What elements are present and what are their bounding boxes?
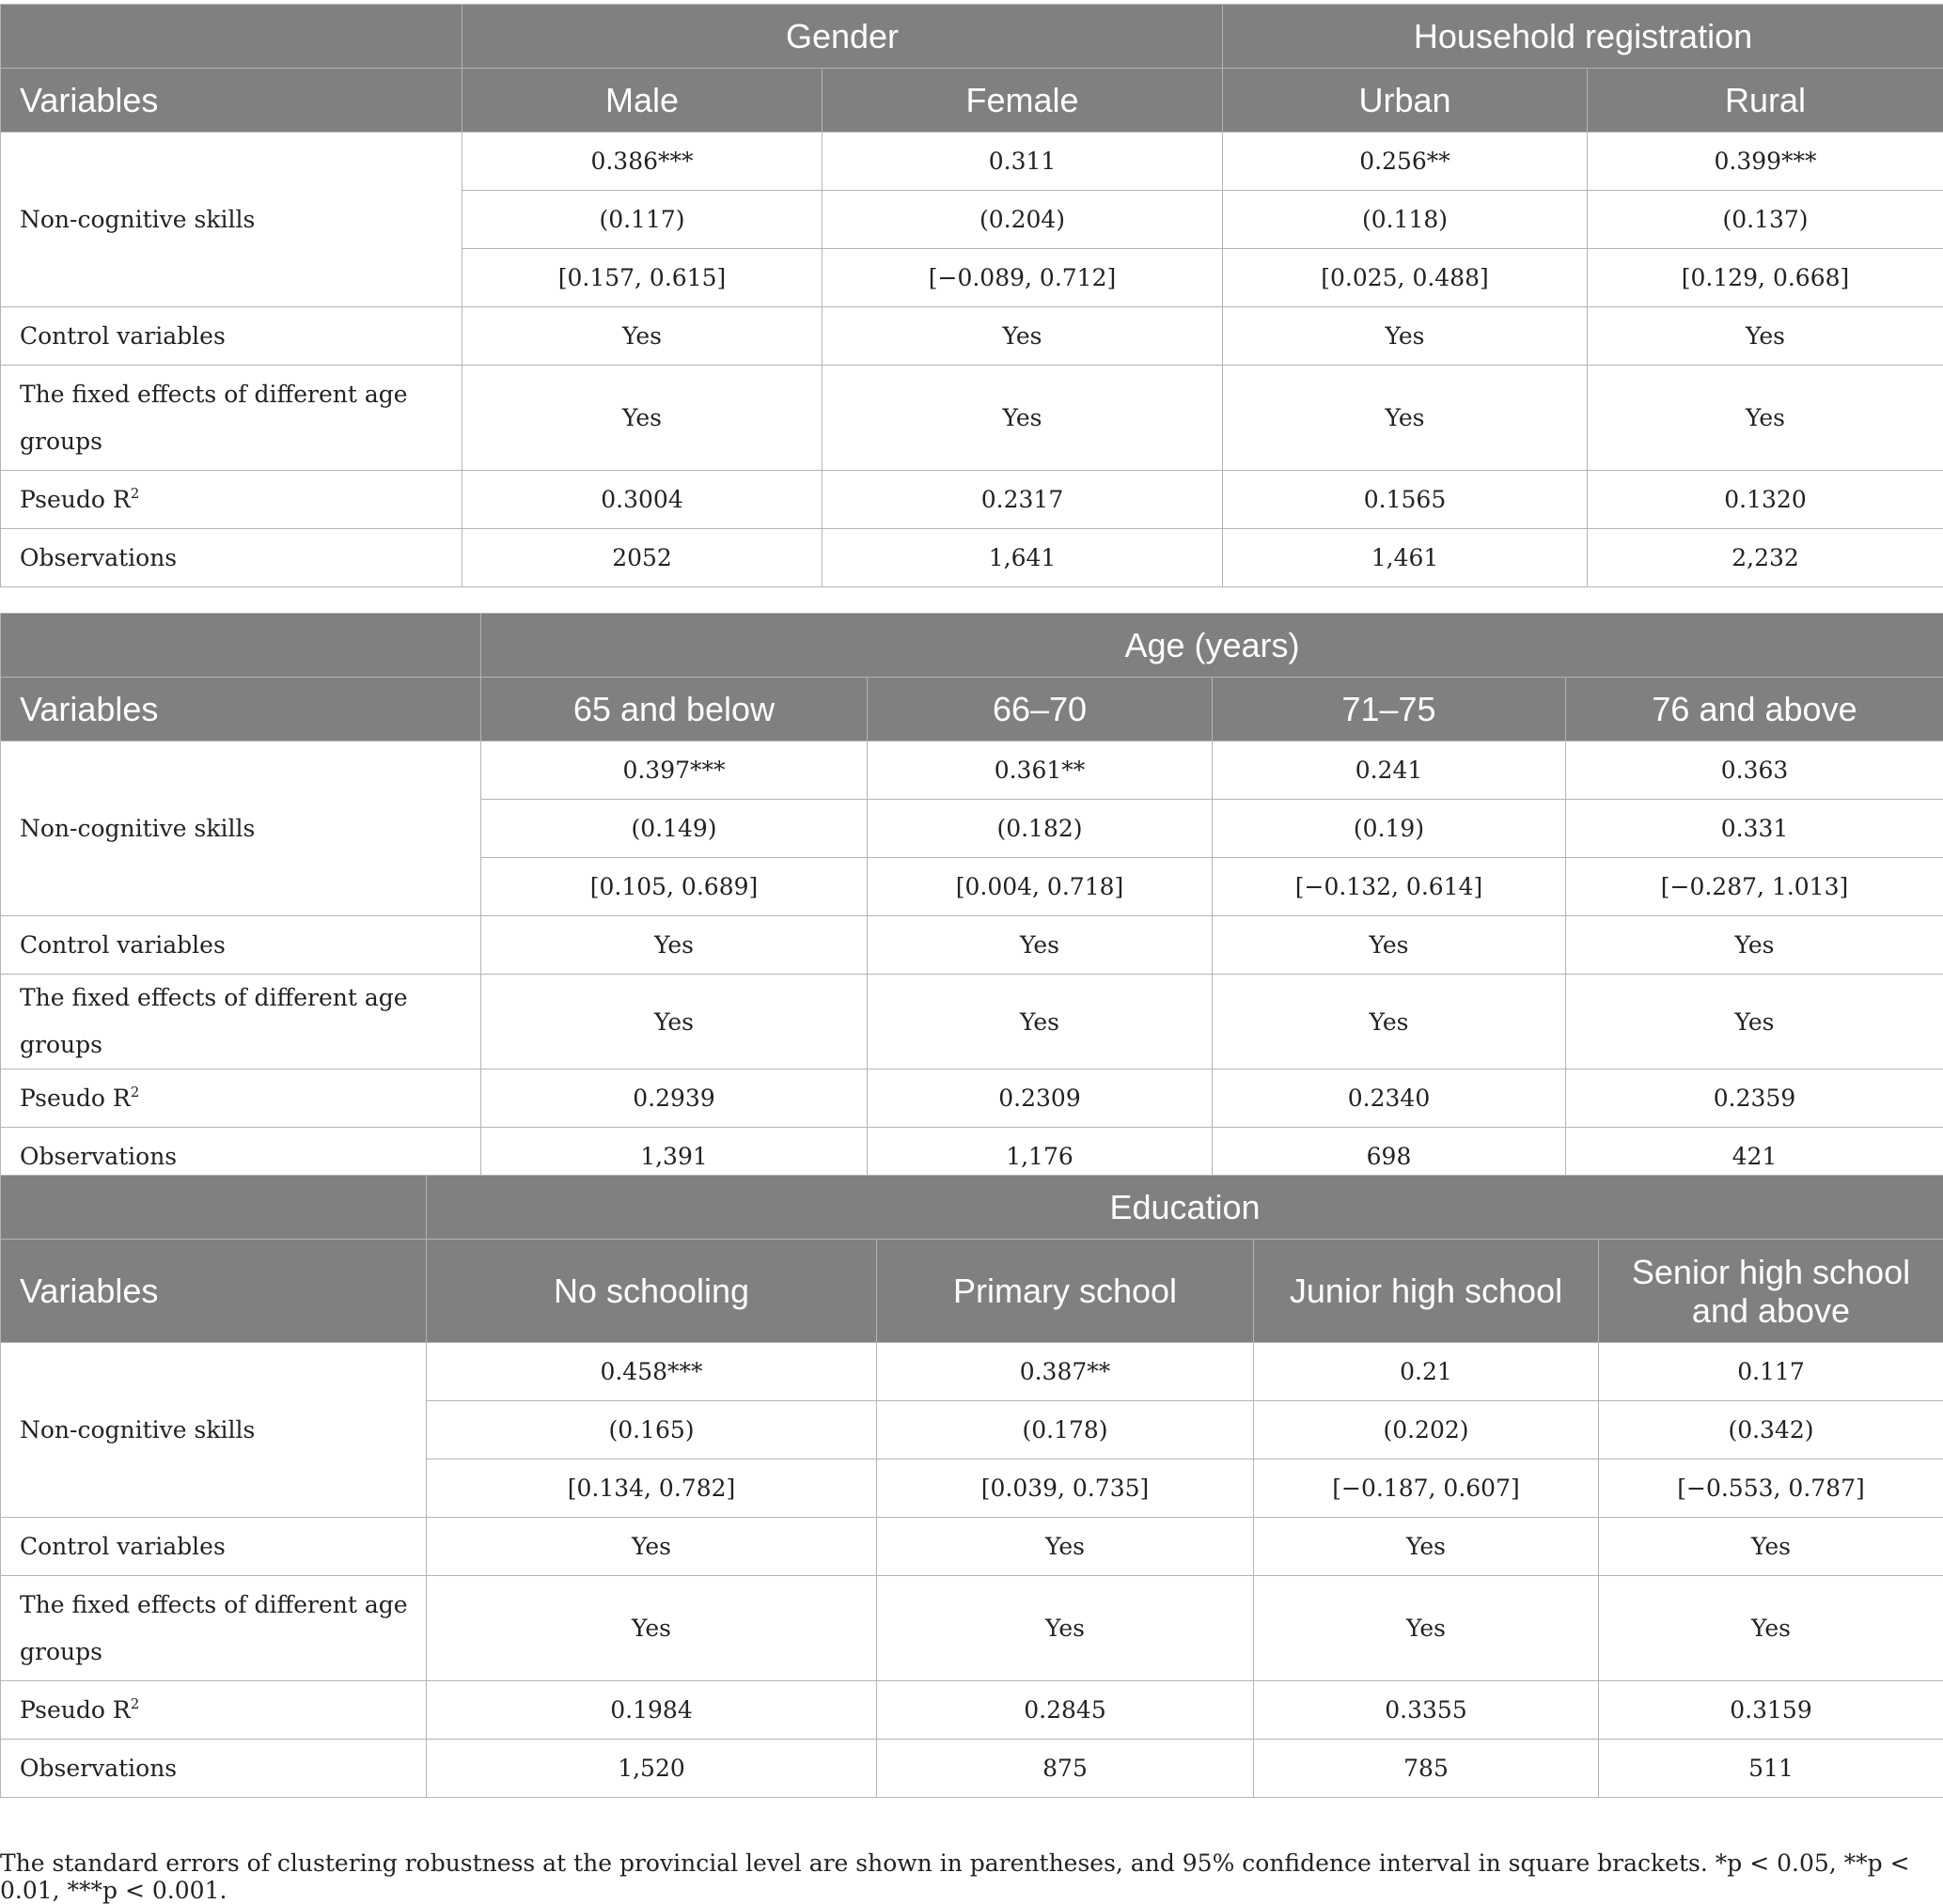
column-header-row xyxy=(1,1240,1943,1343)
se-cell: (0.165) xyxy=(427,1401,877,1459)
row-label-pseudo-r2 xyxy=(1,1681,427,1740)
pseudo-r2-superscript: 2 xyxy=(131,1084,140,1100)
variables-header: Variables xyxy=(1,69,462,133)
control-row xyxy=(1,1518,1943,1576)
corner-cell xyxy=(1,5,462,69)
row-label-observations: Observations xyxy=(1,1128,481,1186)
ci-cell: [−0.553, 0.787] xyxy=(1599,1459,1943,1518)
row-label-pseudo-r2 xyxy=(1,471,462,529)
control-cell: Yes xyxy=(1213,916,1566,975)
row-label-fixed-effects: The fixed effects of different age groups xyxy=(1,1576,427,1681)
obs-cell: 698 xyxy=(1213,1128,1566,1186)
corner-cell xyxy=(1,614,481,678)
se-cell: (0.117) xyxy=(462,191,823,249)
se-cell: (0.342) xyxy=(1599,1401,1943,1459)
pseudo-r2-text: Pseudo R xyxy=(20,1085,131,1112)
group-header-household: Household registration xyxy=(1223,5,1943,69)
se-cell: 0.331 xyxy=(1566,800,1943,858)
obs-cell: 421 xyxy=(1566,1128,1943,1186)
row-label-pseudo-r2 xyxy=(1,1069,481,1128)
group-header-age: Age (years) xyxy=(481,614,1943,678)
control-cell: Yes xyxy=(462,307,823,366)
coef-row xyxy=(1,741,1943,800)
coef-cell: 0.21 xyxy=(1254,1343,1599,1401)
fixed-cell: Yes xyxy=(427,1576,877,1681)
control-cell: Yes xyxy=(1588,307,1943,366)
group-header-row xyxy=(1,614,1943,678)
ci-cell: [0.004, 0.718] xyxy=(868,858,1213,916)
group-header-row xyxy=(1,1176,1943,1240)
fixed-cell: Yes xyxy=(877,1576,1254,1681)
control-row xyxy=(1,916,1943,975)
se-cell: (0.182) xyxy=(868,800,1213,858)
ci-cell: [−0.287, 1.013] xyxy=(1566,858,1943,916)
se-cell: (0.202) xyxy=(1254,1401,1599,1459)
fixed-cell: Yes xyxy=(481,975,868,1069)
row-label-fixed-effects: The fixed effects of different age groups xyxy=(1,366,462,471)
ci-cell: [0.025, 0.488] xyxy=(1223,249,1588,307)
column-header: Senior high school and above xyxy=(1599,1240,1943,1343)
obs-cell: 1,520 xyxy=(427,1740,877,1798)
row-label-noncognitive: Non-cognitive skills xyxy=(1,1343,427,1518)
table-gender-household xyxy=(0,4,1943,587)
row-label-control: Control variables xyxy=(1,916,481,975)
pseudo-r2-row xyxy=(1,1681,1943,1740)
column-header: Urban xyxy=(1223,69,1588,133)
pseudo-r2-row xyxy=(1,1069,1943,1128)
fixed-cell: Yes xyxy=(1566,975,1943,1069)
coef-cell: 0.458*** xyxy=(427,1343,877,1401)
obs-cell: 1,176 xyxy=(868,1128,1213,1186)
pseudo-r2-row xyxy=(1,471,1943,529)
pseudo-r2-superscript: 2 xyxy=(131,485,140,502)
control-cell: Yes xyxy=(481,916,868,975)
se-cell: (0.149) xyxy=(481,800,868,858)
control-cell: Yes xyxy=(1223,307,1588,366)
table-education xyxy=(0,1175,1943,1798)
column-header: Male xyxy=(462,69,823,133)
se-cell: (0.19) xyxy=(1213,800,1566,858)
row-label-observations: Observations xyxy=(1,1740,427,1798)
fixed-effects-row xyxy=(1,1576,1943,1681)
corner-cell xyxy=(1,1176,427,1240)
fixed-cell: Yes xyxy=(868,975,1213,1069)
coef-cell: 0.399*** xyxy=(1588,133,1943,191)
column-header: 66–70 xyxy=(868,678,1213,741)
observations-row xyxy=(1,529,1943,587)
ci-cell: [0.039, 0.735] xyxy=(877,1459,1254,1518)
obs-cell: 2,232 xyxy=(1588,529,1943,587)
column-header: No schooling xyxy=(427,1240,877,1343)
coef-row xyxy=(1,133,1943,191)
fixed-cell: Yes xyxy=(462,366,823,471)
group-header-row xyxy=(1,5,1943,69)
row-label-fixed-effects: The fixed effects of different age groups xyxy=(1,975,481,1069)
column-header: 65 and below xyxy=(481,678,868,741)
fixed-effects-row xyxy=(1,366,1943,471)
se-cell: (0.204) xyxy=(823,191,1223,249)
coef-cell: 0.387** xyxy=(877,1343,1254,1401)
row-label-noncognitive: Non-cognitive skills xyxy=(1,133,462,307)
obs-cell: 1,641 xyxy=(823,529,1223,587)
control-cell: Yes xyxy=(427,1518,877,1576)
obs-cell: 1,461 xyxy=(1223,529,1588,587)
column-header: Primary school xyxy=(877,1240,1254,1343)
observations-row xyxy=(1,1740,1943,1798)
se-cell: (0.118) xyxy=(1223,191,1588,249)
coef-cell: 0.311 xyxy=(823,133,1223,191)
column-header: Rural xyxy=(1588,69,1943,133)
pseudo-cell: 0.2939 xyxy=(481,1069,868,1128)
coef-cell: 0.361** xyxy=(868,741,1213,800)
coef-row xyxy=(1,1343,1943,1401)
column-header-row xyxy=(1,69,1943,133)
control-cell: Yes xyxy=(1566,916,1943,975)
row-label-noncognitive: Non-cognitive skills xyxy=(1,741,481,916)
ci-cell: [0.157, 0.615] xyxy=(462,249,823,307)
group-header-gender: Gender xyxy=(462,5,1223,69)
ci-cell: [−0.132, 0.614] xyxy=(1213,858,1566,916)
pseudo-cell: 0.2340 xyxy=(1213,1069,1566,1128)
ci-cell: [0.129, 0.668] xyxy=(1588,249,1943,307)
coef-cell: 0.241 xyxy=(1213,741,1566,800)
table-age xyxy=(0,613,1943,1186)
row-label-control: Control variables xyxy=(1,1518,427,1576)
control-cell: Yes xyxy=(868,916,1213,975)
pseudo-cell: 0.2309 xyxy=(868,1069,1213,1128)
coef-cell: 0.256** xyxy=(1223,133,1588,191)
control-cell: Yes xyxy=(823,307,1223,366)
variables-header: Variables xyxy=(1,1240,427,1343)
row-label-control: Control variables xyxy=(1,307,462,366)
control-cell: Yes xyxy=(1599,1518,1943,1576)
variables-header: Variables xyxy=(1,678,481,741)
row-label-observations: Observations xyxy=(1,529,462,587)
fixed-cell: Yes xyxy=(823,366,1223,471)
pseudo-cell: 0.2845 xyxy=(877,1681,1254,1740)
pseudo-cell: 0.1320 xyxy=(1588,471,1943,529)
fixed-cell: Yes xyxy=(1223,366,1588,471)
obs-cell: 2052 xyxy=(462,529,823,587)
coef-cell: 0.386*** xyxy=(462,133,823,191)
pseudo-cell: 0.3004 xyxy=(462,471,823,529)
fixed-cell: Yes xyxy=(1213,975,1566,1069)
pseudo-cell: 0.3355 xyxy=(1254,1681,1599,1740)
column-header: 71–75 xyxy=(1213,678,1566,741)
pseudo-r2-text: Pseudo R xyxy=(20,1696,131,1724)
obs-cell: 1,391 xyxy=(481,1128,868,1186)
control-cell: Yes xyxy=(877,1518,1254,1576)
obs-cell: 875 xyxy=(877,1740,1254,1798)
pseudo-cell: 0.2359 xyxy=(1566,1069,1943,1128)
coef-cell: 0.117 xyxy=(1599,1343,1943,1401)
fixed-cell: Yes xyxy=(1588,366,1943,471)
column-header: Female xyxy=(823,69,1223,133)
se-cell: (0.178) xyxy=(877,1401,1254,1459)
fixed-effects-row xyxy=(1,975,1943,1069)
ci-cell: [−0.187, 0.607] xyxy=(1254,1459,1599,1518)
obs-cell: 511 xyxy=(1599,1740,1943,1798)
pseudo-r2-text: Pseudo R xyxy=(20,486,131,513)
group-header-education: Education xyxy=(427,1176,1943,1240)
fixed-cell: Yes xyxy=(1254,1576,1599,1681)
control-row xyxy=(1,307,1943,366)
column-header: 76 and above xyxy=(1566,678,1943,741)
pseudo-r2-superscript: 2 xyxy=(131,1695,140,1712)
ci-cell: [0.134, 0.782] xyxy=(427,1459,877,1518)
coef-cell: 0.397*** xyxy=(481,741,868,800)
ci-cell: [−0.089, 0.712] xyxy=(823,249,1223,307)
column-header: Junior high school xyxy=(1254,1240,1599,1343)
pseudo-cell: 0.2317 xyxy=(823,471,1223,529)
column-header-row xyxy=(1,678,1943,741)
pseudo-cell: 0.3159 xyxy=(1599,1681,1943,1740)
coef-cell: 0.363 xyxy=(1566,741,1943,800)
pseudo-cell: 0.1565 xyxy=(1223,471,1588,529)
control-cell: Yes xyxy=(1254,1518,1599,1576)
se-cell: (0.137) xyxy=(1588,191,1943,249)
fixed-cell: Yes xyxy=(1599,1576,1943,1681)
obs-cell: 785 xyxy=(1254,1740,1599,1798)
pseudo-cell: 0.1984 xyxy=(427,1681,877,1740)
ci-cell: [0.105, 0.689] xyxy=(481,858,868,916)
table-footnote: The standard errors of clustering robustness at the provincial level are shown in parentheses, and 95% confidence interval in square brackets. *p < 0.05, **p < 0.01, ***p < 0.001. xyxy=(0,1849,1943,1904)
